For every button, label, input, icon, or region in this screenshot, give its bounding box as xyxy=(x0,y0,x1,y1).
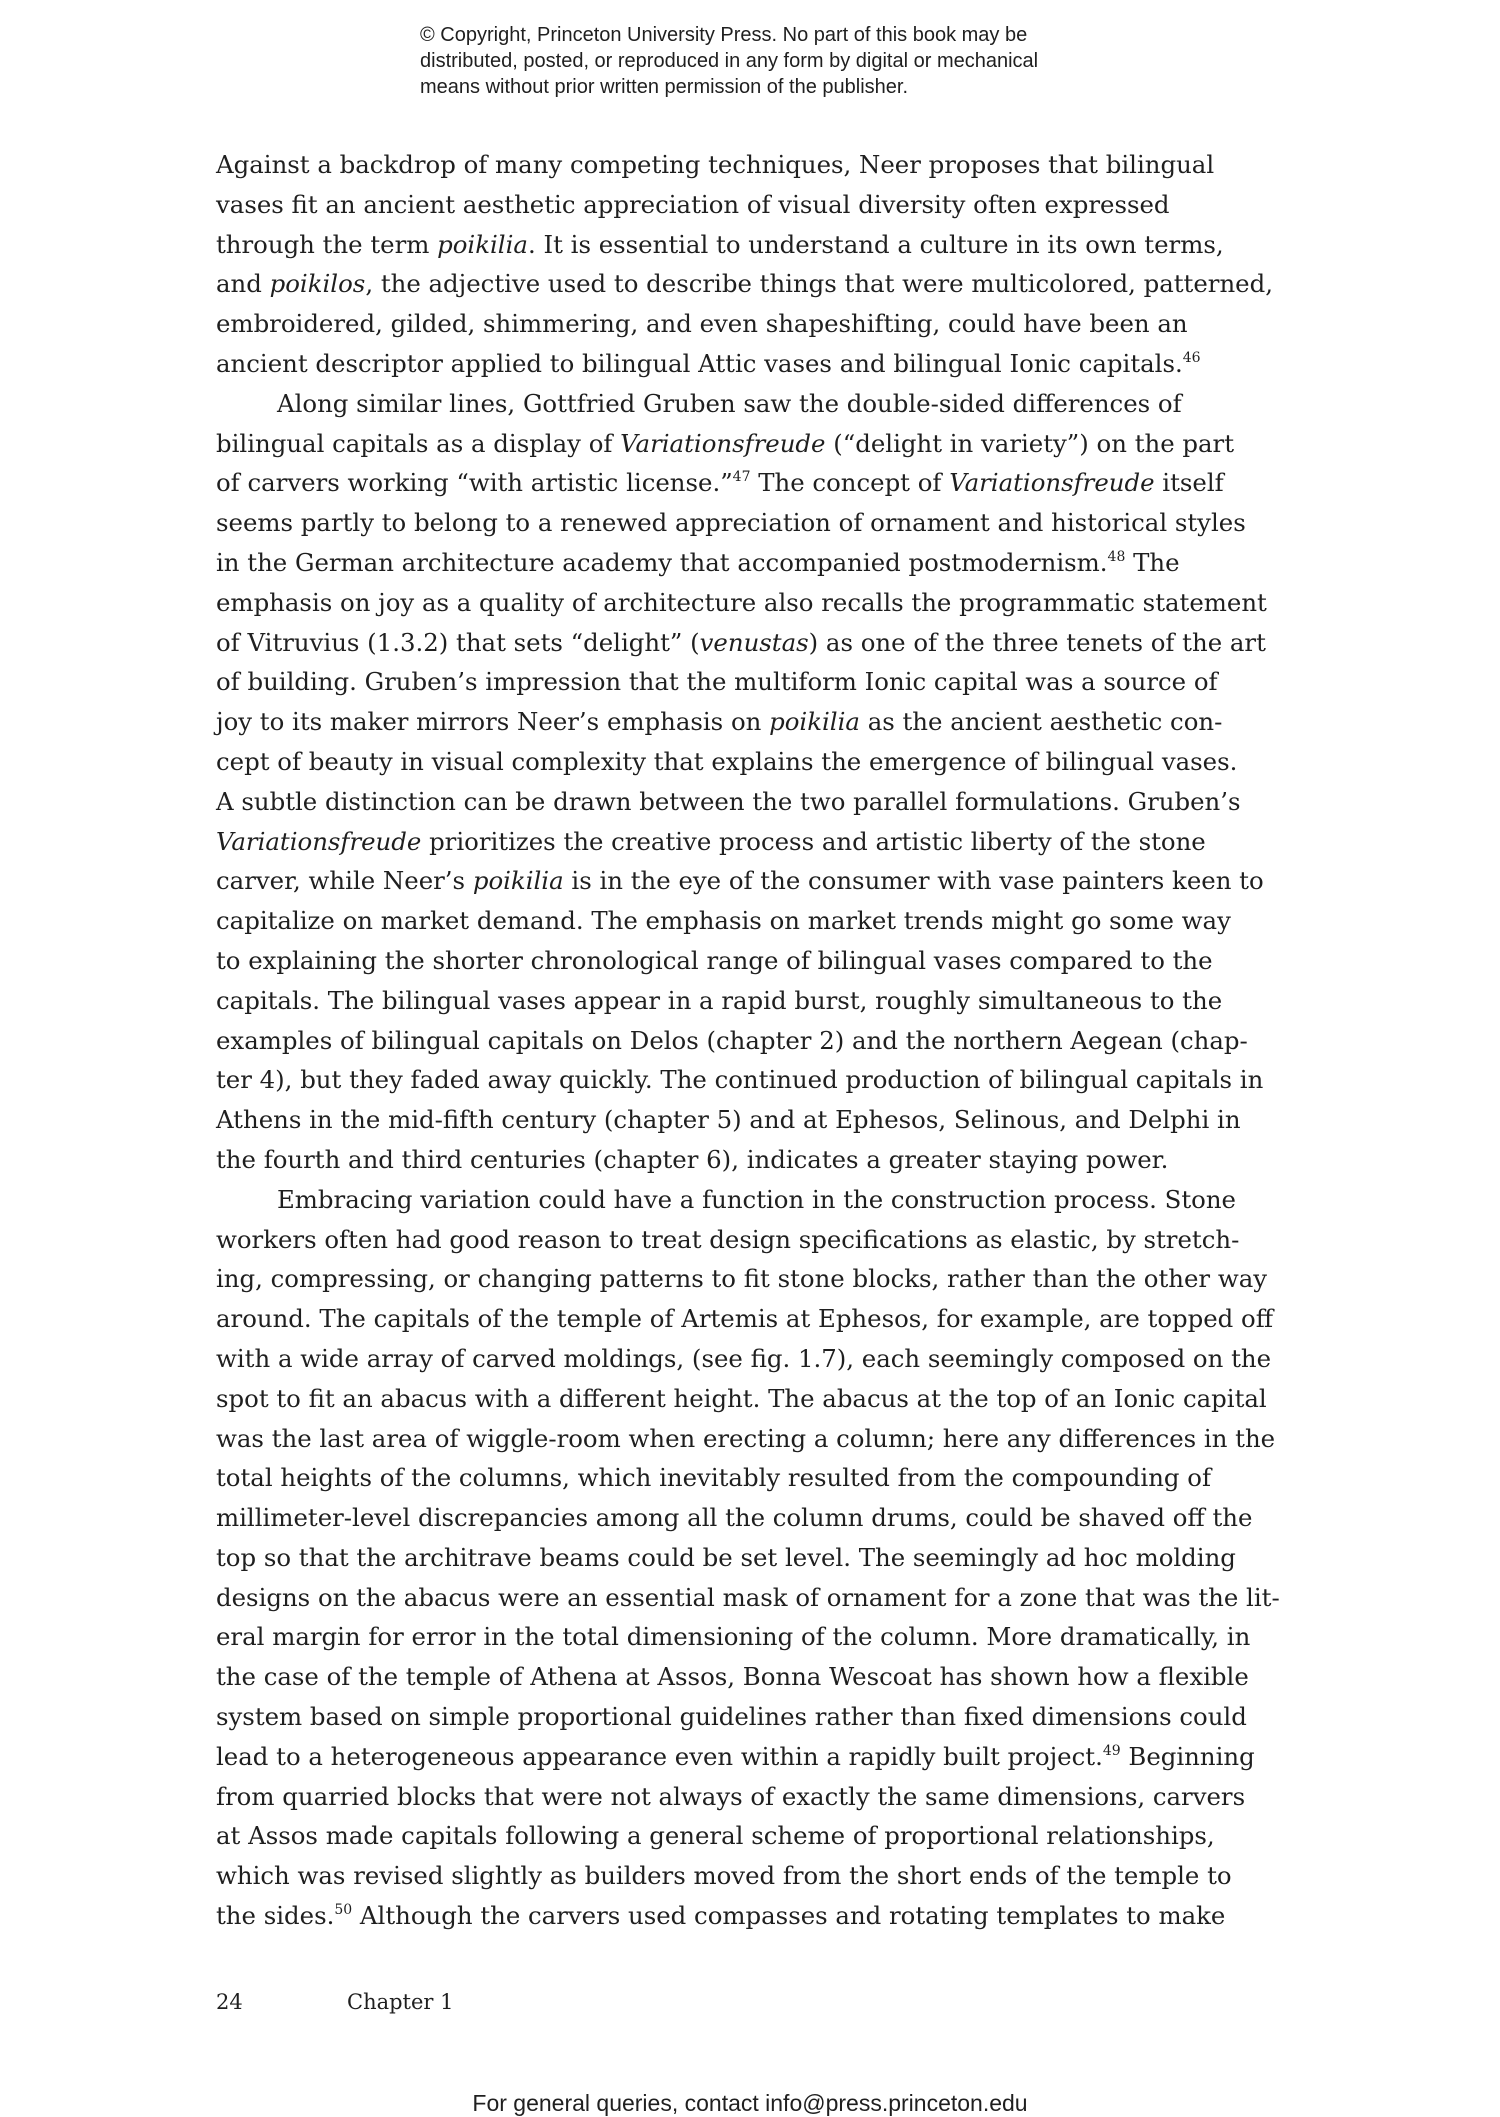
text-line: eral margin for error in the total dimensioning of the column. More dramatically, in xyxy=(216,1622,1251,1652)
text-line: ing, compressing, or changing patterns to fit stone blocks, rather than the other way xyxy=(216,1264,1268,1294)
footnote-ref[interactable]: 46 xyxy=(1182,349,1201,366)
text-line: Along similar lines, Gottfried Gruben saw the double-sided differences of xyxy=(277,388,1182,418)
text-line: and poikilos, the adjective used to describe things that were multicolored, patterned, xyxy=(216,269,1273,299)
text-line: the fourth and third centuries (chapter 6), indicates a greater staying power. xyxy=(216,1144,1169,1174)
paragraph xyxy=(216,384,1316,1180)
text-line: the sides.$^{50}$ Although the carvers used compasses and rotating templates to make xyxy=(216,1901,1226,1931)
text-line: was the last area of wiggle-room when erecting a column; here any differences in the xyxy=(216,1423,1276,1453)
copyright-notice xyxy=(420,22,1180,100)
text-line: bilingual capitals as a display of Variationsfreude (“delight in variety”) on the part xyxy=(216,428,1235,458)
text-line: Against a backdrop of many competing techniques, Neer proposes that bilingual xyxy=(216,150,1215,179)
text-line: emphasis on joy as a quality of architecture also recalls the programmatic statement xyxy=(216,587,1267,617)
text-line: capitals. The bilingual vases appear in a rapid burst, roughly simultaneous to the xyxy=(216,985,1223,1015)
text-line: to explaining the shorter chronological range of bilingual vases compared to the xyxy=(216,945,1213,975)
text-line: workers often had good reason to treat design specifications as elastic, by stretch- xyxy=(216,1224,1240,1254)
page-number: 24 xyxy=(216,1990,243,2014)
text-line: examples of bilingual capitals on Delos (chapter 2) and the northern Aegean (chap- xyxy=(216,1025,1248,1055)
text-line: Embracing variation could have a function in the construction process. Stone xyxy=(277,1184,1236,1214)
copyright-line: means without prior written permission of the publisher. xyxy=(420,76,909,98)
text-line: cept of beauty in visual complexity that explains the emergence of bilingual vases. xyxy=(216,746,1238,776)
running-head: Chapter 1 xyxy=(347,1990,454,2014)
text-line: capitalize on market demand. The emphasis on market trends might go some way xyxy=(216,906,1231,936)
text-line: system based on simple proportional guidelines rather than fixed dimensions could xyxy=(216,1702,1247,1732)
italic-term: poikilia xyxy=(769,707,860,737)
text-line: of building. Gruben’s impression that the multiform Ionic capital was a source of xyxy=(216,667,1218,697)
text-line: of carvers working “with artistic license.”$^{47}$ The concept of Variationsfreude itself xyxy=(216,468,1224,498)
text-line: through the term poikilia. It is essential to understand a culture in its own terms, xyxy=(216,229,1224,259)
text-line: from quarried blocks that were not always of exactly the same dimensions, carvers xyxy=(216,1781,1246,1811)
text-line: total heights of the columns, which inevitably resulted from the compounding of xyxy=(216,1463,1211,1493)
text-line: ancient descriptor applied to bilingual Attic vases and bilingual Ionic capitals.$^{46}$ xyxy=(216,348,1201,378)
text-line: Variationsfreude prioritizes the creative process and artistic liberty of the stone xyxy=(216,826,1206,856)
text-line: Athens in the mid-fifth century (chapter 5) and at Ephesos, Selinous, and Delphi in xyxy=(216,1105,1241,1135)
text-line: designs on the abacus were an essential mask of ornament for a zone that was the lit- xyxy=(216,1582,1280,1612)
italic-term: Variationsfreude xyxy=(620,428,826,458)
footer-contact: For general queries, contact info@press.princeton.edu xyxy=(472,2090,1028,2116)
italic-term: Variationsfreude xyxy=(216,826,422,856)
text-line: top so that the architrave beams could be set level. The seemingly ad hoc molding xyxy=(216,1542,1236,1572)
italic-term: poikilia xyxy=(437,229,528,259)
text-line: millimeter-level discrepancies among all the column drums, could be shaved off the xyxy=(216,1503,1253,1533)
text-line: of Vitruvius (1.3.2) that sets “delight” (venustas) as one of the three tenets of the art xyxy=(216,627,1266,657)
italic-term: venustas xyxy=(699,627,809,657)
text-line: lead to a heterogeneous appearance even within a rapidly built project.$^{49}$ Beginning xyxy=(216,1741,1255,1771)
text-line: at Assos made capitals following a general scheme of proportional relationships, xyxy=(216,1821,1215,1851)
text-line: around. The capitals of the temple of Artemis at Ephesos, for example, are topped off xyxy=(216,1304,1274,1334)
text-line: in the German architecture academy that accompanied postmodernism.$^{48}$ The xyxy=(216,547,1180,577)
text-line: vases fit an ancient aesthetic appreciation of visual diversity often expressed xyxy=(216,189,1170,219)
text-line: the case of the temple of Athena at Assos, Bonna Wescoat has shown how a flexible xyxy=(216,1662,1249,1692)
italic-term: poikilia xyxy=(472,866,564,896)
text-line: spot to fit an abacus with a different height. The abacus at the top of an Ionic capital xyxy=(216,1383,1267,1413)
text-line: seems partly to belong to a renewed appreciation of ornament and historical styles xyxy=(216,508,1246,538)
italic-term: poikilos xyxy=(269,269,366,299)
footnote-ref[interactable]: 47 xyxy=(732,469,751,486)
footnote-ref[interactable]: 50 xyxy=(334,1902,353,1919)
footnote-ref[interactable]: 48 xyxy=(1107,548,1126,565)
text-line: carver, while Neer’s poikilia is in the eye of the consumer with vase painters keen to xyxy=(216,866,1264,896)
text-line: with a wide array of carved moldings, (see fig. 1.7), each seemingly composed on the xyxy=(216,1343,1272,1373)
text-line: A subtle distinction can be drawn between the two parallel formulations. Gruben’s xyxy=(216,786,1241,816)
text-line: embroidered, gilded, shimmering, and even shapeshifting, could have been an xyxy=(216,309,1188,339)
text-line: ter 4), but they faded away quickly. The continued production of bilingual capitals in xyxy=(216,1065,1264,1095)
body-text xyxy=(216,145,1316,1936)
paragraph xyxy=(216,1180,1316,1936)
italic-term: Variationsfreude xyxy=(949,468,1155,498)
paragraph xyxy=(216,145,1316,384)
text-line: which was revised slightly as builders moved from the short ends of the temple to xyxy=(216,1861,1232,1891)
footnote-ref[interactable]: 49 xyxy=(1102,1742,1121,1759)
text-line: joy to its maker mirrors Neer’s emphasis on poikilia as the ancient aesthetic con- xyxy=(216,707,1223,737)
copyright-line: distributed, posted, or reproduced in any form by digital or mechanical xyxy=(420,50,1039,72)
copyright-line: © Copyright, Princeton University Press. No part of this book may be xyxy=(420,24,1028,46)
